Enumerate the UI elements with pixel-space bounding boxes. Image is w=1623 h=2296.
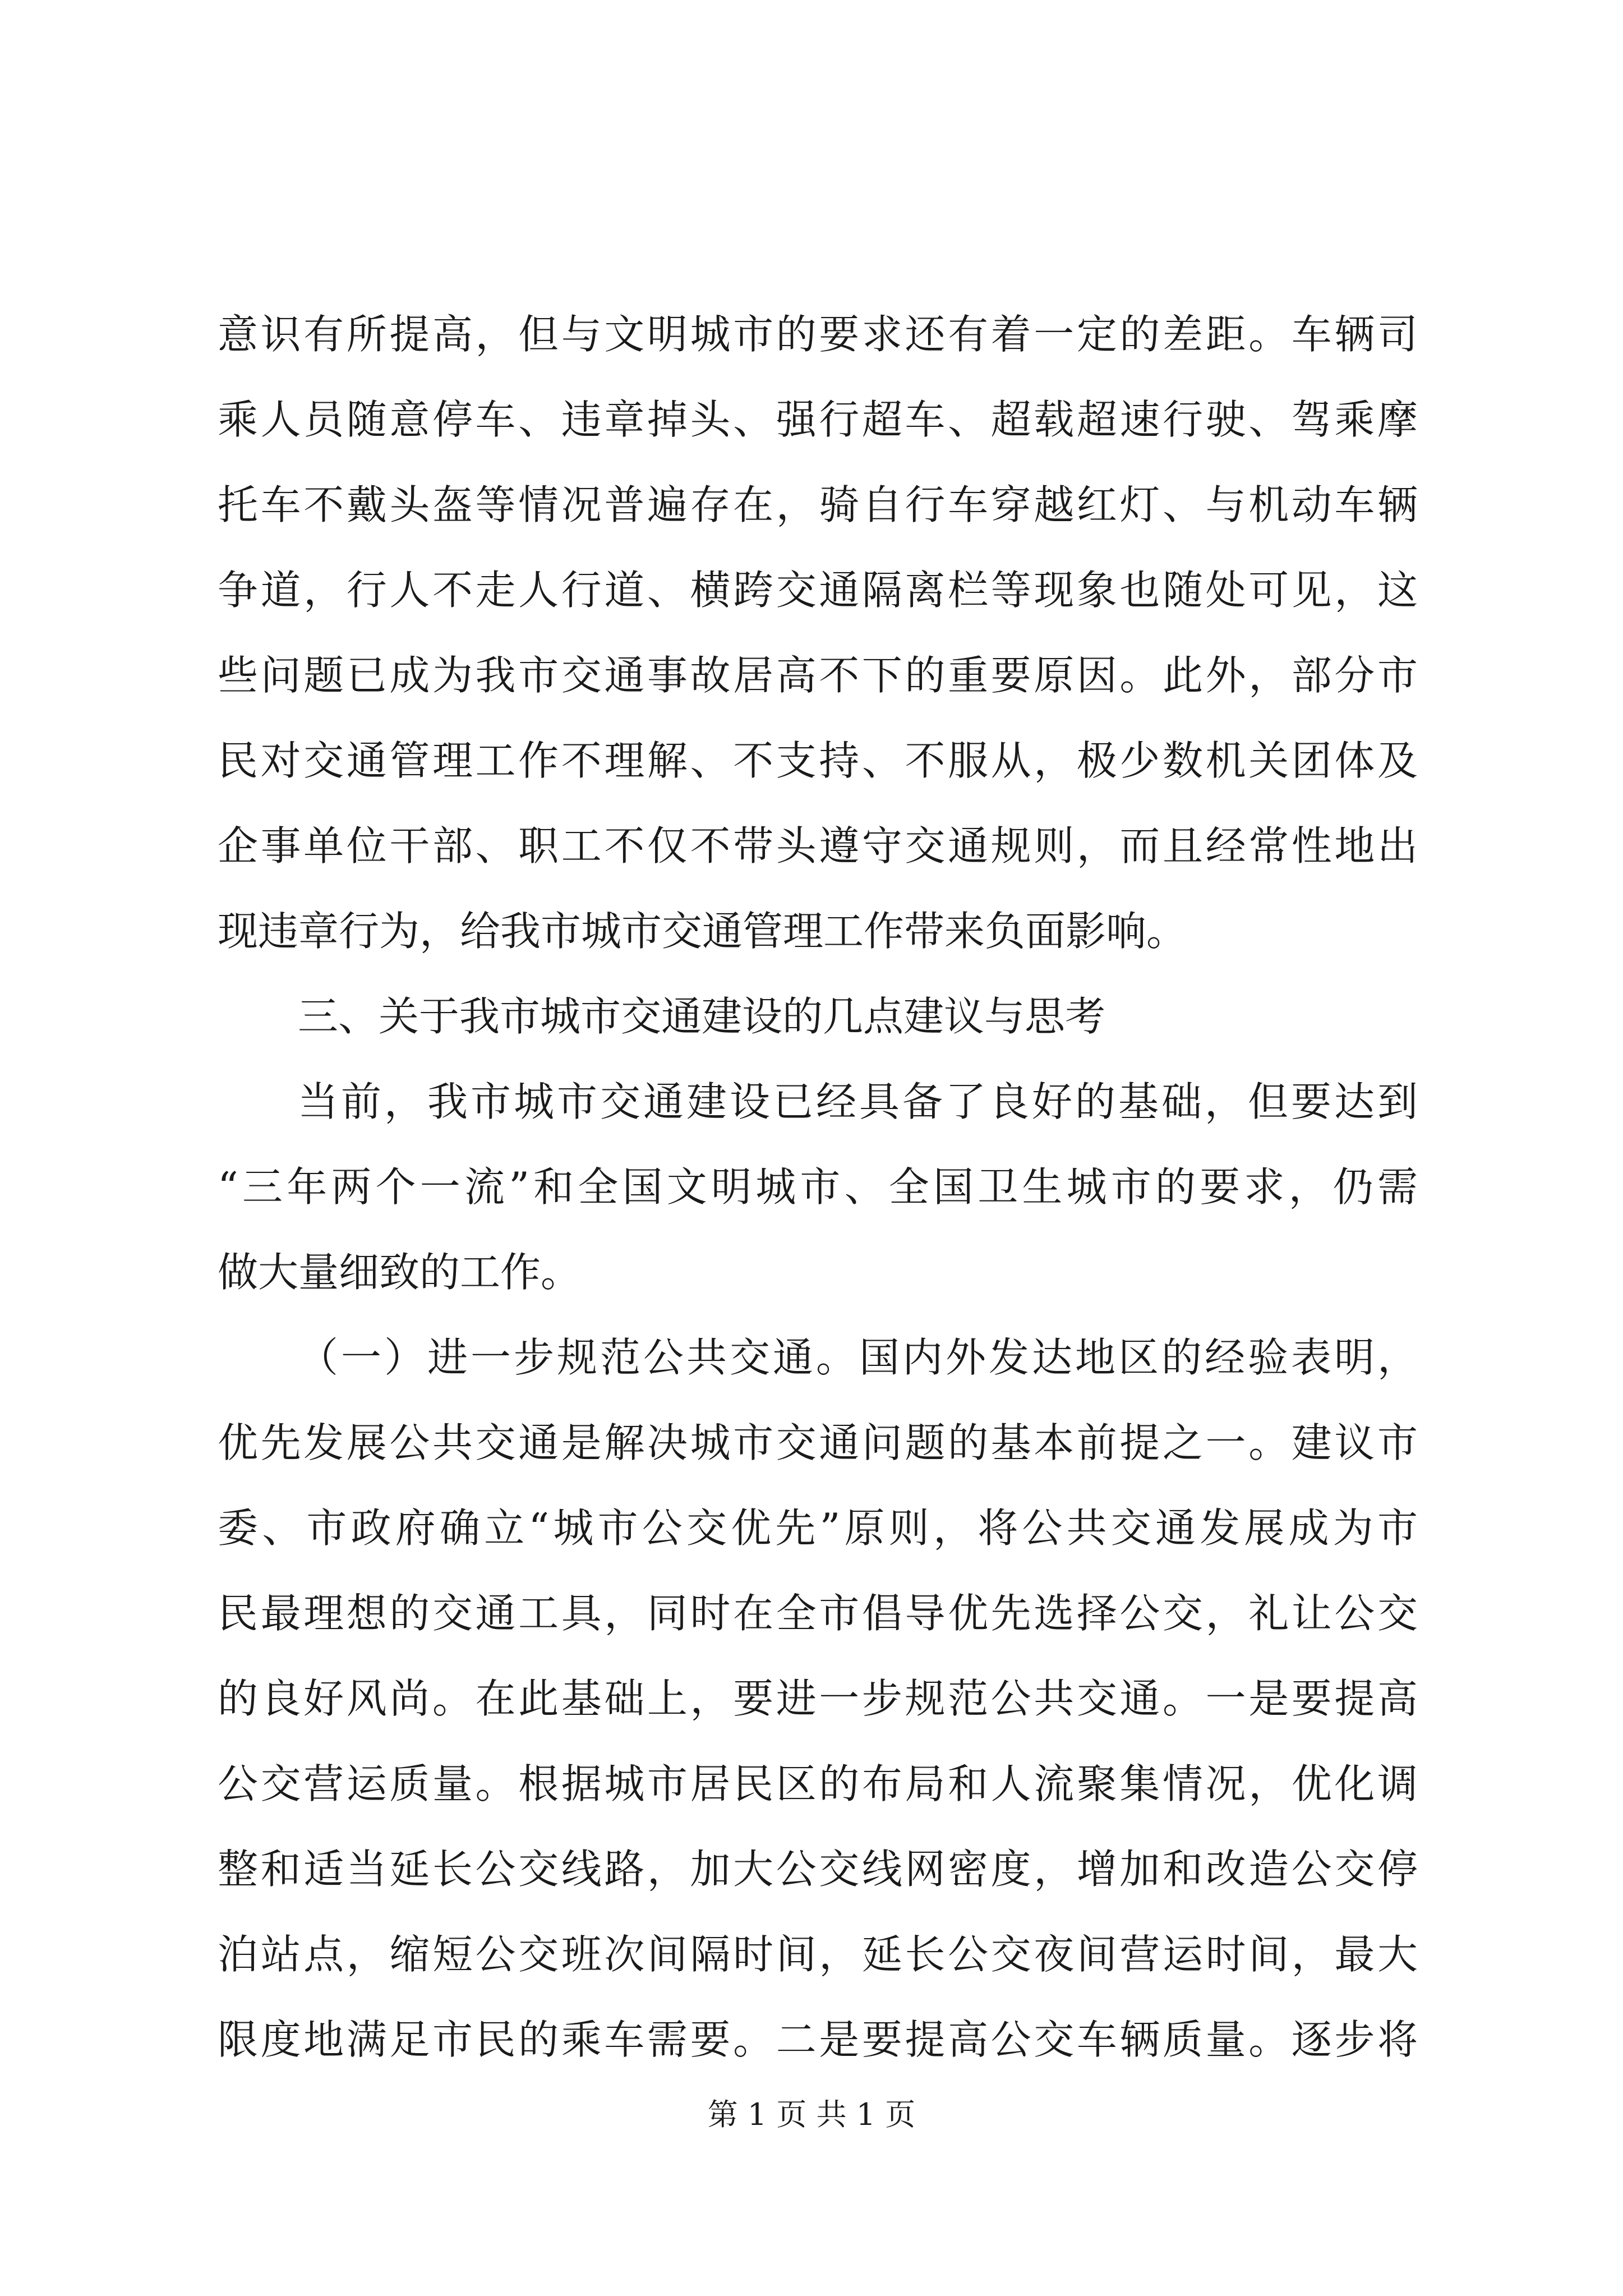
body-line: 争道，行人不走人行道、横跨交通隔离栏等现象也随处可见，这	[218, 567, 1418, 614]
body-line: 做大量细致的工作。	[218, 1249, 582, 1296]
body-line: 限度地满足市民的乘车需要。二是要提高公交车辆质量。逐步将	[218, 2016, 1418, 2063]
body-line: 民最理想的交通工具，同时在全市倡导优先选择公交，礼让公交	[218, 1590, 1418, 1637]
body-line: 的良好风尚。在此基础上，要进一步规范公共交通。一是要提高	[218, 1675, 1418, 1722]
body-line: 些问题已成为我市交通事故居高不下的重要原因。此外，部分市	[218, 652, 1418, 699]
section-heading: 三、关于我市城市交通建设的几点建议与思考	[298, 993, 1106, 1040]
body-line: 乘人员随意停车、违章掉头、强行超车、超载超速行驶、驾乘摩	[218, 396, 1418, 443]
body-line: 意识有所提高，但与文明城市的要求还有着一定的差距。车辆司	[218, 311, 1418, 358]
body-line: 泊站点，缩短公交班次间隔时间，延长公交夜间营运时间，最大	[218, 1931, 1418, 1978]
body-line: 当前，我市城市交通建设已经具备了良好的基础，但要达到	[298, 1078, 1418, 1125]
document-body	[218, 292, 1418, 2063]
body-line: 民对交通管理工作不理解、不支持、不服从，极少数机关团体及	[218, 737, 1418, 784]
body-line: 委、市政府确立“城市公交优先”原则，将公共交通发展成为市	[218, 1504, 1418, 1552]
body-line: 托车不戴头盔等情况普遍存在，骑自行车穿越红灯、与机动车辆	[218, 481, 1418, 528]
body-line: 现违章行为，给我市城市交通管理工作带来负面影响。	[218, 908, 1187, 955]
body-line: “三年两个一流”和全国文明城市、全国卫生城市的要求，仍需	[218, 1163, 1418, 1211]
body-line: 企事单位干部、职工不仅不带头遵守交通规则，而且经常性地出	[218, 822, 1418, 869]
page-footer: 第 1 页 共 1 页	[707, 2097, 916, 2132]
body-line: 优先发展公共交通是解决城市交通问题的基本前提之一。建议市	[218, 1419, 1418, 1466]
body-line: 公交营运质量。根据城市居民区的布局和人流聚集情况，优化调	[218, 1760, 1418, 1807]
body-line: 整和适当延长公交线路，加大公交线网密度，增加和改造公交停	[218, 1846, 1418, 1893]
subsection-heading-line: （一）进一步规范公共交通。国内外发达地区的经验表明，	[298, 1334, 1418, 1381]
